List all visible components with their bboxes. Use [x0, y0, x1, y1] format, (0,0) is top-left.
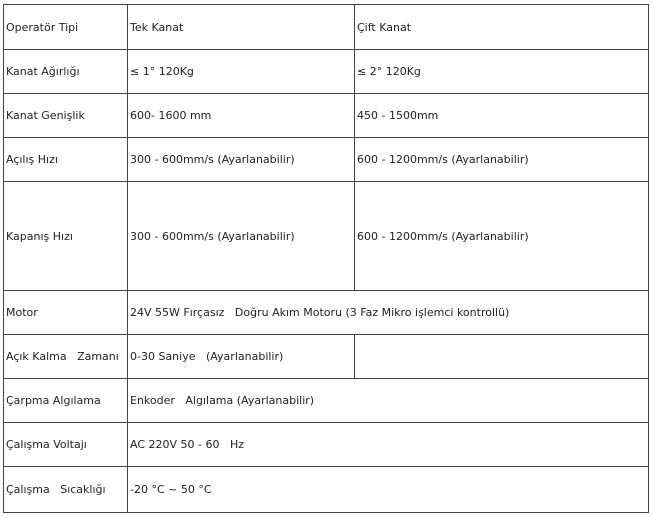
spec-table	[3, 4, 649, 513]
table-row-closing-speed	[4, 182, 649, 291]
row-value: Enkoder Algılama (Ayarlanabilir)	[128, 379, 649, 423]
table-row-leaf-weight	[4, 50, 649, 94]
row-value: 0-30 Saniye (Ayarlanabilir)	[128, 335, 355, 379]
double-leaf-value: Çift Kanat	[355, 5, 649, 50]
row-value: AC 220V 50 - 60 Hz	[128, 423, 649, 467]
table-row-opening-speed	[4, 138, 649, 182]
single-leaf-value: 300 - 600mm/s (Ayarlanabilir)	[128, 182, 355, 291]
table-row-hold-open-time	[4, 335, 649, 379]
empty-cell	[355, 335, 649, 379]
table-row-operating-temperature	[4, 467, 649, 513]
single-leaf-value: 300 - 600mm/s (Ayarlanabilir)	[128, 138, 355, 182]
row-label: Çalışma Voltajı	[4, 423, 128, 467]
row-label: Kanat Genişlik	[4, 94, 128, 138]
row-label: Çarpma Algılama	[4, 379, 128, 423]
table-row-operating-voltage	[4, 423, 649, 467]
table-row-collision-detection	[4, 379, 649, 423]
double-leaf-value: 600 - 1200mm/s (Ayarlanabilir)	[355, 182, 649, 291]
row-label: Açık Kalma Zamanı	[4, 335, 128, 379]
single-leaf-value: Tek Kanat	[128, 5, 355, 50]
double-leaf-value: ≤ 2° 120Kg	[355, 50, 649, 94]
double-leaf-value: 600 - 1200mm/s (Ayarlanabilir)	[355, 138, 649, 182]
table-row-operator-type	[4, 5, 649, 50]
single-leaf-value: ≤ 1° 120Kg	[128, 50, 355, 94]
table-row-motor	[4, 291, 649, 335]
row-label: Operatör Tipi	[4, 5, 128, 50]
row-label: Açılış Hızı	[4, 138, 128, 182]
row-label: Kapanış Hızı	[4, 182, 128, 291]
row-value: -20 °C ~ 50 °C	[128, 467, 649, 513]
row-label: Çalışma Sıcaklığı	[4, 467, 128, 513]
row-value: 24V 55W Fırçasız Doğru Akım Motoru (3 Faz Mikro işlemci kontrollü)	[128, 291, 649, 335]
single-leaf-value: 600- 1600 mm	[128, 94, 355, 138]
table-row-leaf-width	[4, 94, 649, 138]
row-label: Kanat Ağırlığı	[4, 50, 128, 94]
row-label: Motor	[4, 291, 128, 335]
double-leaf-value: 450 - 1500mm	[355, 94, 649, 138]
